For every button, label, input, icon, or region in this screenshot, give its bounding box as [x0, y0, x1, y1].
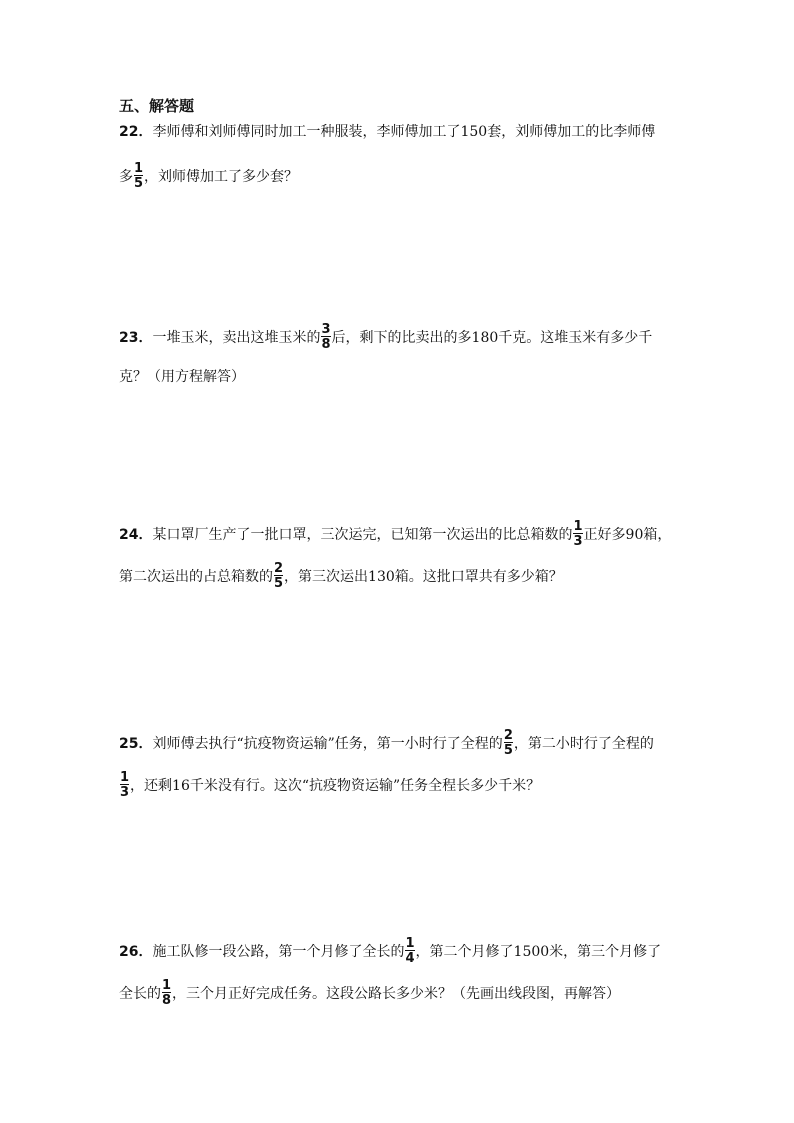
- fraction-denominator: 5: [134, 176, 144, 191]
- question-24-text-1a: 某口罩厂生产了一批口罩，三次运完，已知第一次运出的比总箱数的: [152, 527, 573, 543]
- fraction-numerator: 2: [503, 728, 513, 743]
- question-23: [119, 324, 679, 388]
- fraction-denominator: 5: [503, 743, 513, 758]
- fraction-numerator: 1: [405, 936, 415, 951]
- question-26-line-1: [119, 936, 679, 966]
- fraction-numerator: 2: [274, 561, 284, 576]
- question-23-text-1a: 一堆玉米，卖出这堆玉米的: [152, 330, 321, 346]
- fraction-numerator: 1: [573, 519, 583, 534]
- question-24-line-1: [119, 519, 679, 549]
- question-22-number: 22．: [119, 124, 153, 140]
- section-title: 五、解答题: [119, 97, 195, 115]
- question-26: [119, 936, 679, 1008]
- question-22: [119, 121, 679, 191]
- question-25-fraction-1: [504, 729, 513, 757]
- fraction-denominator: 4: [405, 951, 415, 966]
- question-22-fraction: [134, 162, 143, 190]
- question-22-text-1: 李师傅和刘师傅同时加工一种服装，李师傅加工了150套，刘师傅加工的比李师傅: [152, 124, 656, 140]
- question-24-line-2: [119, 561, 679, 591]
- question-24-fraction-1: [573, 520, 582, 548]
- question-24-text-2a: 第二次运出的占总箱数的: [119, 569, 273, 585]
- fraction-numerator: 1: [120, 770, 130, 785]
- question-26-number: 26．: [119, 944, 153, 960]
- fraction-denominator: 5: [274, 576, 284, 591]
- question-23-text-1b: 后，剩下的比卖出的多180千克。这堆玉米有多少千: [331, 330, 653, 346]
- question-22-text-2b: ，刘师傅加工了多少套？: [144, 169, 299, 185]
- question-25-text-1a: 刘师傅去执行“抗疫物资运输”任务，第一小时行了全程的: [152, 736, 503, 752]
- question-24-fraction-2: [274, 562, 283, 590]
- question-26-fraction-1: [405, 937, 414, 965]
- question-23-fraction: [321, 323, 330, 351]
- question-25-text-2b: ，还剩16千米没有行。这次“抗疫物资运输”任务全程长多少千米？: [130, 778, 541, 794]
- question-26-text-2a: 全长的: [119, 986, 161, 1002]
- question-22-line-1: [119, 121, 679, 143]
- question-24-number: 24．: [119, 527, 153, 543]
- fraction-denominator: 3: [120, 785, 130, 800]
- question-22-text-2a: 多: [119, 169, 133, 185]
- question-23-line-1: [119, 322, 679, 352]
- question-25-number: 25．: [119, 736, 153, 752]
- question-25-fraction-2: [120, 771, 129, 799]
- question-26-line-2: [119, 978, 679, 1008]
- fraction-denominator: 8: [321, 337, 331, 352]
- question-26-text-2b: ，三个月正好完成任务。这段公路长多少米？（先画出线段图，再解答）: [172, 986, 621, 1002]
- question-25: [119, 728, 679, 800]
- question-25-line-2: [119, 770, 679, 800]
- question-25-text-1b: ，第二小时行了全程的: [513, 736, 654, 752]
- question-25-line-1: [119, 728, 679, 758]
- question-23-line-2: [119, 366, 679, 388]
- fraction-numerator: 3: [321, 322, 331, 337]
- question-26-text-1a: 施工队修一段公路，第一个月修了全长的: [152, 944, 405, 960]
- question-26-text-1b: ，第二个月修了1500米，第三个月修了: [415, 944, 662, 960]
- question-23-number: 23．: [119, 330, 153, 346]
- question-26-fraction-2: [162, 979, 171, 1007]
- question-22-line-2: [119, 161, 679, 191]
- fraction-numerator: 1: [162, 978, 172, 993]
- question-24: [119, 519, 679, 591]
- fraction-denominator: 3: [573, 534, 583, 549]
- question-23-text-2: 克？（用方程解答）: [119, 369, 245, 385]
- fraction-numerator: 1: [134, 161, 144, 176]
- question-24-text-1b: 正好多90箱，: [583, 527, 672, 543]
- fraction-denominator: 8: [162, 993, 172, 1008]
- question-24-text-2b: ，第三次运出130箱。这批口罩共有多少箱？: [284, 569, 563, 585]
